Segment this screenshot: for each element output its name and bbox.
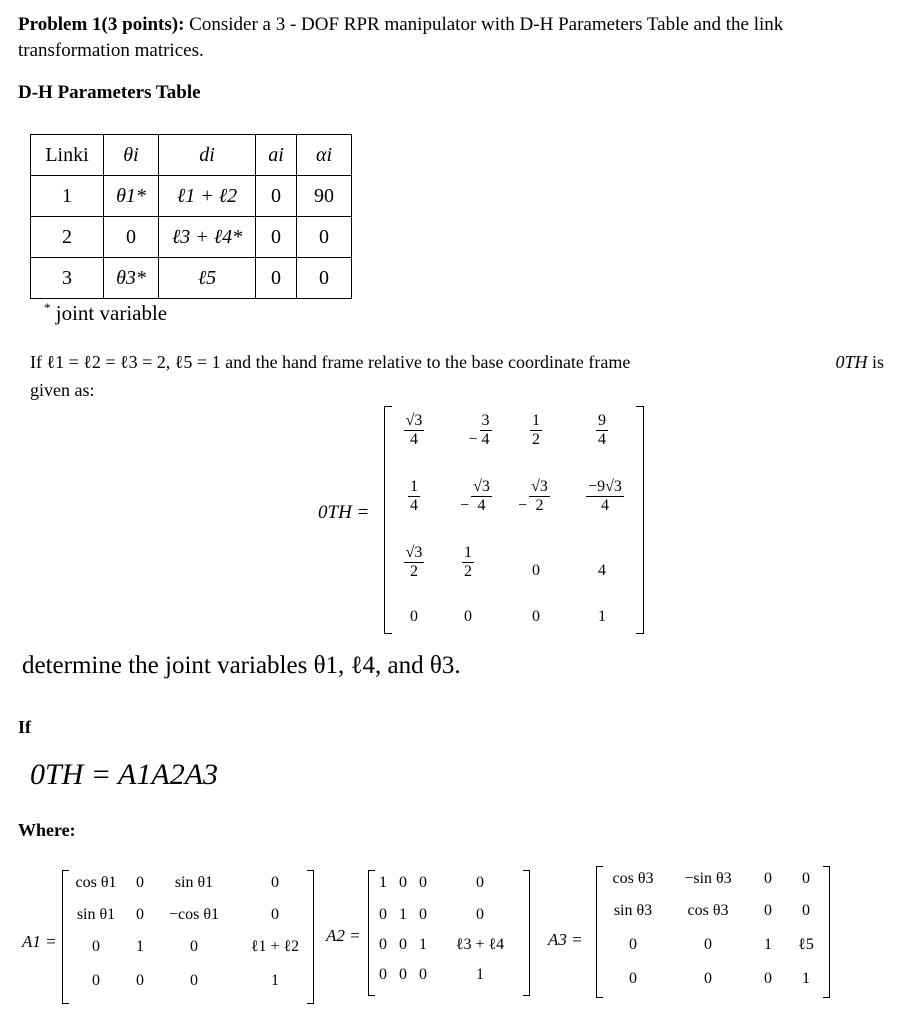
- a2-matrix: [368, 870, 530, 996]
- given-statement: [30, 348, 890, 404]
- a1-cell: ℓ1 + ℓ2: [250, 938, 300, 955]
- dh-cell: 90: [297, 176, 352, 217]
- dh-cell: ℓ5: [159, 258, 256, 299]
- a2-cell: 0: [419, 874, 427, 891]
- a1-row: [62, 972, 314, 1008]
- a2-label: A2 =: [326, 926, 361, 945]
- a1-cell: 1: [136, 938, 144, 955]
- dh-cell: 0: [297, 258, 352, 299]
- t-cell: $\frac{-9√3}{4}$: [588, 478, 622, 514]
- a2-row: [368, 874, 530, 910]
- a1-cell: 0: [136, 972, 144, 989]
- a3-cell: 0: [802, 870, 810, 887]
- dh-header-alpha: αi: [297, 135, 352, 176]
- dh-cell: 0: [297, 217, 352, 258]
- a1-cell: sin θ1: [76, 906, 116, 923]
- a1-cell: 0: [92, 972, 100, 989]
- a1-cell: cos θ1: [75, 874, 117, 891]
- t-cell: − $\frac{√3}{4}$: [460, 478, 490, 515]
- dh-cell: ℓ3 + ℓ4*: [159, 217, 256, 258]
- a1-row: [62, 938, 314, 974]
- a3-cell: cos θ3: [612, 870, 654, 887]
- dh-row: [31, 258, 352, 299]
- dh-cell: 0: [256, 258, 297, 299]
- dh-row: [31, 217, 352, 258]
- t-cell: 1: [598, 608, 606, 625]
- a3-cell: cos θ3: [687, 902, 729, 919]
- t-cell: 0: [464, 608, 472, 625]
- a2-cell: 0: [379, 906, 387, 923]
- a1-row: [62, 906, 314, 942]
- main-equation: 0TH = A1A2A3: [30, 758, 219, 791]
- dh-cell: 0: [256, 176, 297, 217]
- t-matrix: [384, 406, 644, 634]
- a3-cell: 1: [764, 936, 772, 953]
- a2-cell: 1: [476, 966, 484, 983]
- a2-cell: 1: [419, 936, 427, 953]
- a2-cell: 0: [419, 906, 427, 923]
- dh-header-row: [31, 135, 352, 176]
- a2-cell: 1: [399, 906, 407, 923]
- problem-heading: Problem 1(3 points):: [18, 14, 185, 35]
- dh-row: [31, 176, 352, 217]
- a3-cell: 0: [764, 870, 772, 887]
- a2-cell: 0: [476, 906, 484, 923]
- a3-cell: 0: [629, 936, 637, 953]
- t-cell: $\frac{1}{2}$: [532, 412, 540, 448]
- t-cell: $\frac{√3}{4}$: [405, 412, 423, 448]
- a1-cell: sin θ1: [174, 874, 214, 891]
- t-cell: 0: [532, 562, 540, 579]
- a1-cell: 0: [271, 906, 279, 923]
- a3-matrix: [596, 866, 830, 998]
- if-label: If: [18, 717, 31, 737]
- footnote: * joint variable: [44, 300, 168, 325]
- a3-cell: sin θ3: [613, 902, 653, 919]
- a2-row: [368, 966, 530, 1002]
- t-cell: $\frac{1}{2}$: [464, 544, 472, 580]
- a1-cell: 1: [271, 972, 279, 989]
- t-cell: 4: [598, 562, 606, 579]
- a1-cell: −cos θ1: [168, 906, 219, 923]
- a3-cell: ℓ5: [798, 936, 814, 953]
- a1-cell: 0: [92, 938, 100, 955]
- t-cell: $\frac{9}{4}$: [598, 412, 606, 448]
- a3-cell: 0: [704, 970, 712, 987]
- a2-cell: 0: [476, 874, 484, 891]
- dh-cell: ℓ1 + ℓ2: [159, 176, 256, 217]
- t-matrix-label: 0TH =: [318, 502, 370, 523]
- t-cell: 0: [410, 608, 418, 625]
- a1-cell: 0: [136, 874, 144, 891]
- a3-cell: 0: [764, 902, 772, 919]
- problem-statement: [18, 12, 898, 64]
- problem-text: Consider a 3 - DOF RPR manipulator with D-H Parameters Table and the link transformation matrices.: [18, 14, 784, 61]
- dh-cell: 3: [31, 258, 104, 299]
- dh-cell: θ1*: [104, 176, 159, 217]
- t-cell: − $\frac{3}{4}$: [468, 412, 490, 449]
- t-cell: − $\frac{√3}{2}$: [518, 478, 548, 515]
- a2-cell: 0: [379, 936, 387, 953]
- given-text: If ℓ1 = ℓ2 = ℓ3 = 2, ℓ5 = 1 and the hand frame relative to the base coordinate frame: [30, 352, 631, 372]
- a1-cell: 0: [190, 972, 198, 989]
- dh-header-a: ai: [256, 135, 297, 176]
- a3-cell: 0: [629, 970, 637, 987]
- a3-cell: 0: [764, 970, 772, 987]
- section-title: D-H Parameters Table: [18, 82, 201, 103]
- footnote-text: joint variable: [55, 301, 168, 325]
- dh-cell: 0: [256, 217, 297, 258]
- a1-cell: 0: [271, 874, 279, 891]
- dh-header-theta: θi: [104, 135, 159, 176]
- dh-header-d: di: [159, 135, 256, 176]
- a1-cell: 0: [190, 938, 198, 955]
- dh-cell: 2: [31, 217, 104, 258]
- a1-cell: 0: [136, 906, 144, 923]
- a2-cell: ℓ3 + ℓ4: [455, 936, 505, 953]
- a3-cell: 0: [802, 902, 810, 919]
- dh-cell: 0: [104, 217, 159, 258]
- a2-cell: 1: [379, 874, 387, 891]
- dh-cell: 1: [31, 176, 104, 217]
- a3-label: A3 =: [548, 930, 583, 949]
- given-matrix-label: 0TH: [835, 352, 868, 372]
- t-cell: $\frac{1}{4}$: [410, 478, 418, 514]
- a2-cell: 0: [419, 966, 427, 983]
- a2-cell: 0: [399, 966, 407, 983]
- given-line2: given as:: [30, 380, 95, 400]
- t-cell: 0: [532, 608, 540, 625]
- given-is: is: [871, 352, 884, 372]
- dh-header-link: Linki: [31, 135, 104, 176]
- a3-row: [596, 902, 830, 938]
- a3-cell: 0: [704, 936, 712, 953]
- t-cell: $\frac{√3}{2}$: [405, 544, 423, 580]
- a1-matrix: [62, 870, 314, 1004]
- where-label: Where:: [18, 820, 76, 840]
- a3-row: [596, 870, 830, 906]
- a1-row: [62, 874, 314, 910]
- a3-row: [596, 936, 830, 972]
- a3-cell: −sin θ3: [684, 870, 732, 887]
- a3-cell: 1: [802, 970, 810, 987]
- a1-label: A1 =: [22, 932, 57, 951]
- determine-text: determine the joint variables θ1, ℓ4, and θ3.: [22, 652, 461, 679]
- dh-cell: θ3*: [104, 258, 159, 299]
- a2-cell: 0: [399, 936, 407, 953]
- a2-cell: 0: [379, 966, 387, 983]
- dh-parameters-table: [30, 134, 352, 299]
- a3-row: [596, 970, 830, 1006]
- t-matrix-right-bracket: [636, 406, 644, 634]
- a2-cell: 0: [399, 874, 407, 891]
